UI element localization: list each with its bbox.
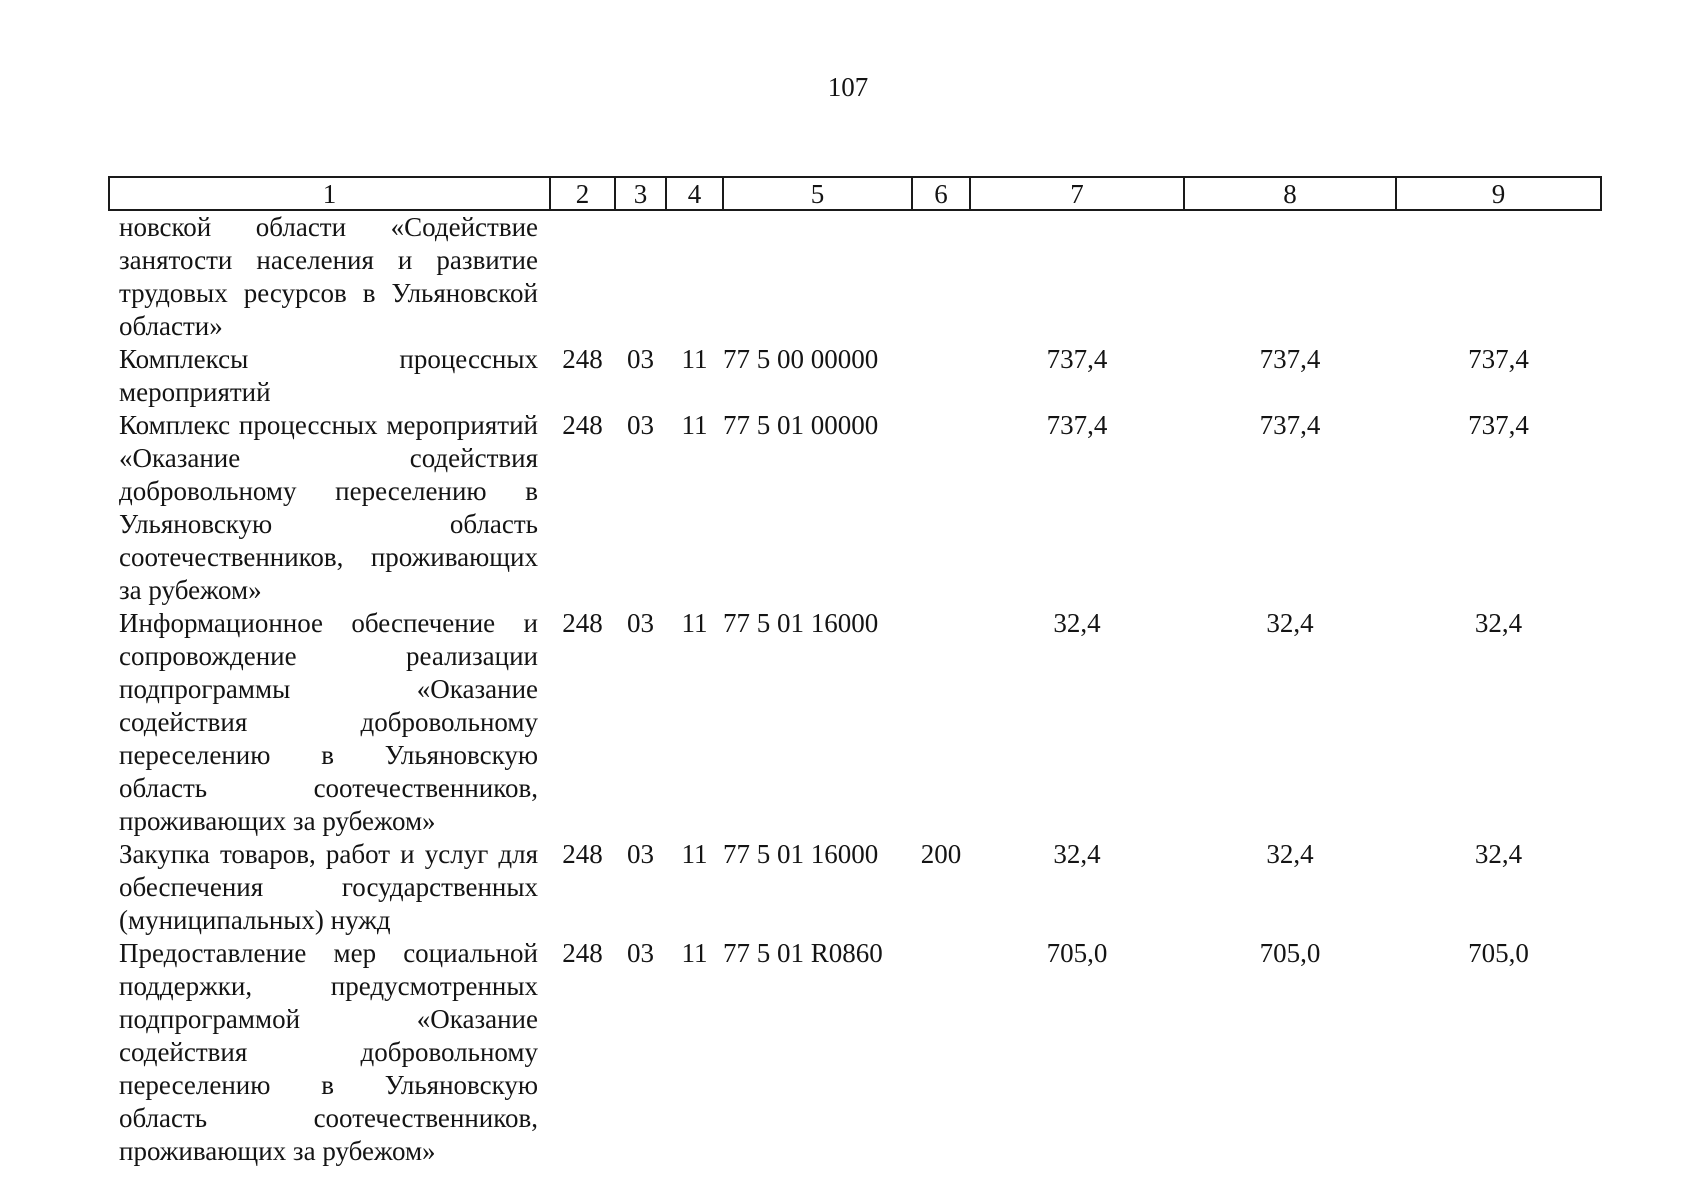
row-value-7: 737,4 bbox=[1046, 344, 1108, 374]
row-code-3: 03 bbox=[627, 410, 654, 440]
table-row bbox=[109, 343, 1601, 409]
table-row bbox=[109, 409, 1601, 607]
column-header-9: 9 bbox=[1396, 177, 1601, 210]
table-row bbox=[109, 937, 1601, 1168]
row-code-2 bbox=[550, 210, 615, 343]
row-code-4 bbox=[666, 210, 723, 343]
row-code-4: 11 bbox=[681, 410, 708, 440]
row-name: Предоставление мер социальной поддержки, предусмотренных подпрограммой «Оказание содействия добровольному переселению в Ульяновскую область соотечественников, проживающих за рубежом» bbox=[119, 938, 538, 1166]
budget-table bbox=[108, 176, 1602, 1168]
column-header-7: 7 bbox=[970, 177, 1184, 210]
row-name: Закупка товаров, работ и услуг для обеспечения государственных (муниципальных) нужд bbox=[119, 839, 538, 935]
row-value-7: 32,4 bbox=[1053, 608, 1101, 638]
column-header-6: 6 bbox=[912, 177, 970, 210]
row-value-9 bbox=[1396, 210, 1601, 343]
header-row bbox=[109, 177, 1601, 210]
column-header-4: 4 bbox=[666, 177, 723, 210]
row-code-2: 248 bbox=[562, 938, 603, 968]
row-name: Комплекс процессных мероприятий «Оказание содействия добровольному переселению в Ульяновскую область соотечественников, проживающих за рубежом» bbox=[119, 410, 538, 605]
row-code-5: 77 5 00 00000 bbox=[723, 344, 879, 374]
row-name: Информационное обеспечение и сопровождение реализации подпрограммы «Оказание содействия добровольному переселению в Ульяновскую область соотечественников, проживающих за рубежом» bbox=[119, 608, 538, 836]
row-code-6 bbox=[912, 937, 970, 1168]
column-header-3: 3 bbox=[615, 177, 666, 210]
row-code-6 bbox=[912, 409, 970, 607]
row-code-4: 11 bbox=[681, 344, 708, 374]
row-code-5: 77 5 01 16000 bbox=[723, 839, 879, 869]
column-header-8: 8 bbox=[1184, 177, 1396, 210]
row-value-9: 737,4 bbox=[1468, 344, 1529, 374]
row-code-2: 248 bbox=[562, 839, 603, 869]
column-header-1: 1 bbox=[109, 177, 550, 210]
row-code-2: 248 bbox=[562, 344, 603, 374]
row-value-9: 737,4 bbox=[1468, 410, 1529, 440]
row-code-3: 03 bbox=[627, 938, 654, 968]
row-code-5: 77 5 01 00000 bbox=[723, 410, 879, 440]
row-code-6 bbox=[912, 210, 970, 343]
row-code-3: 03 bbox=[627, 608, 654, 638]
row-value-9: 705,0 bbox=[1468, 938, 1529, 968]
row-code-6 bbox=[912, 343, 970, 409]
page-number: 107 bbox=[827, 72, 869, 102]
row-value-7: 32,4 bbox=[1053, 839, 1101, 869]
row-value-7: 737,4 bbox=[1046, 410, 1108, 440]
row-value-8: 737,4 bbox=[1259, 410, 1321, 440]
row-code-5: 77 5 01 16000 bbox=[723, 608, 879, 638]
row-value-8: 32,4 bbox=[1266, 608, 1314, 638]
row-code-5: 77 5 01 R0860 bbox=[723, 938, 883, 968]
row-value-7 bbox=[970, 210, 1184, 343]
row-code-4: 11 bbox=[681, 608, 708, 638]
column-header-5: 5 bbox=[723, 177, 912, 210]
row-name: новской области «Содействие занятости населения и развитие трудовых ресурсов в Ульяновской области» bbox=[119, 212, 538, 341]
row-code-3: 03 bbox=[627, 344, 654, 374]
row-value-8: 32,4 bbox=[1266, 839, 1314, 869]
column-header-2: 2 bbox=[550, 177, 615, 210]
row-code-2: 248 bbox=[562, 608, 603, 638]
row-code-5 bbox=[723, 210, 912, 343]
row-name: Комплексы процессных мероприятий bbox=[119, 344, 538, 407]
row-code-6 bbox=[912, 607, 970, 838]
row-value-9: 32,4 bbox=[1474, 839, 1523, 869]
row-code-3: 03 bbox=[627, 839, 654, 869]
table-row bbox=[109, 838, 1601, 937]
row-code-6: 200 bbox=[920, 839, 962, 869]
table-row bbox=[109, 607, 1601, 838]
row-value-8 bbox=[1184, 210, 1396, 343]
row-code-3 bbox=[615, 210, 666, 343]
table-row bbox=[109, 210, 1601, 343]
row-value-9: 32,4 bbox=[1474, 608, 1523, 638]
row-value-8: 737,4 bbox=[1259, 344, 1321, 374]
row-code-4: 11 bbox=[681, 938, 708, 968]
row-value-7: 705,0 bbox=[1046, 938, 1108, 968]
row-value-8: 705,0 bbox=[1259, 938, 1321, 968]
row-code-4: 11 bbox=[681, 839, 708, 869]
row-code-2: 248 bbox=[562, 410, 603, 440]
